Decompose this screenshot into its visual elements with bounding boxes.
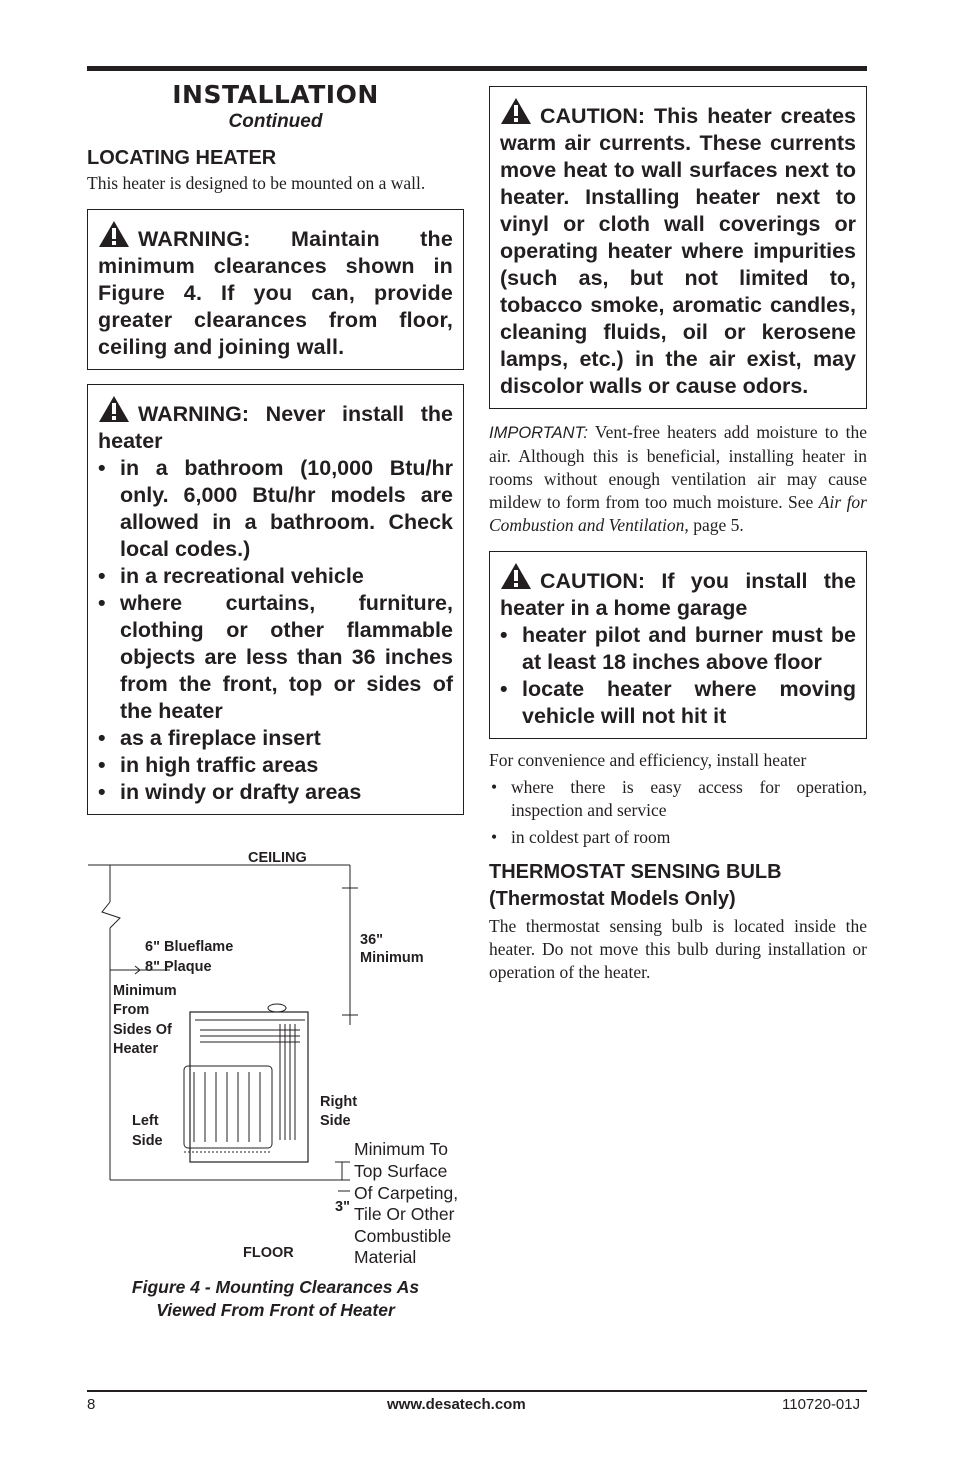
bottom-clearance-label: 3" — [335, 1199, 350, 1215]
list-item: • as a fireplace insert — [98, 725, 453, 752]
warning1-text: WARNING: Maintain the minimum clearances shown in Figure 4. If you can, provide greater clearances from floor, ceiling and joining wall. — [98, 227, 453, 359]
section-title: INSTALLATION — [172, 80, 379, 109]
page-number: 8 — [87, 1396, 96, 1413]
thermostat-heading-2: (Thermostat Models Only) — [489, 888, 736, 910]
important-paragraph — [489, 421, 867, 537]
side-note-3: Sides Of — [113, 1022, 172, 1038]
caution2-intro: CAUTION: If you install the heater in a home garage — [500, 569, 856, 620]
caution-box-garage — [489, 551, 867, 739]
thermostat-text: The thermostat sensing bulb is located inside the heater. Do not move this bulb during installation or operation of the heater. — [489, 916, 867, 982]
locating-text: This heater is designed to be mounted on a wall. — [87, 173, 426, 193]
list-item: • in a recreational vehicle — [98, 563, 453, 590]
list-item: • in high traffic areas — [98, 752, 453, 779]
side-note-1: Minimum — [113, 983, 177, 999]
bottom-note-1: Minimum To — [354, 1139, 449, 1159]
figure-caption-line-1: Figure 4 - Mounting Clearances As — [131, 1277, 420, 1297]
important-text: Vent-free heaters add moisture to the air. Although this is beneficial, installing heater in rooms without enough ventilation air may cause mildew to form from too much moisture. See — [489, 422, 867, 512]
left-column — [87, 80, 464, 815]
bottom-note-5: Combustible — [354, 1226, 452, 1246]
side-clearance-label-2: 8" Plaque — [145, 959, 212, 975]
warning-triangle-icon — [500, 562, 532, 590]
list-item: • heater pilot and burner must be at least 18 inches above floor — [500, 622, 856, 676]
right-side-label-1: Right — [320, 1094, 358, 1110]
list-item: • in windy or drafty areas — [98, 779, 453, 806]
important-ref: Air for Combustion and Ventilation, — [489, 492, 867, 535]
warning-box-clearances — [87, 209, 464, 370]
list-item: • in a bathroom (10,000 Btu/hr only. 6,000 Btu/hr models are allowed in a bathroom. Check local codes.) — [98, 455, 453, 563]
side-note-2: From — [113, 1002, 150, 1018]
warning2-list — [98, 455, 453, 806]
important-tail: page 5. — [688, 515, 744, 535]
left-side-label-1: Left — [132, 1113, 159, 1129]
right-column — [489, 86, 867, 984]
important-label: IMPORTANT: — [489, 424, 588, 442]
locating-heading: LOCATING HEATER — [87, 147, 277, 169]
bottom-note-6: Material — [354, 1247, 417, 1267]
floor-label: FLOOR — [243, 1245, 294, 1261]
side-clearance-label-1: 6" Blueflame — [145, 939, 234, 955]
convenience-text: For convenience and efficiency, install heater — [489, 750, 807, 770]
figure-caption-line-2: Viewed From Front of Heater — [156, 1300, 395, 1320]
top-clearance-label-2: Minimum — [360, 950, 424, 966]
caution-box-air-currents — [489, 86, 867, 409]
website-link[interactable]: www.desatech.com — [387, 1396, 526, 1413]
list-item: • where there is easy access for operation, inspection and service — [489, 776, 867, 822]
doc-number: 110720-01J — [782, 1396, 861, 1413]
footer-rule — [87, 1390, 867, 1392]
warning-triangle-icon — [98, 395, 130, 423]
warning-triangle-icon — [500, 97, 532, 125]
section-subtitle: Continued — [228, 111, 323, 132]
ceiling-label: CEILING — [248, 850, 307, 866]
left-side-label-2: Side — [132, 1133, 163, 1149]
caution1-text: CAUTION: This heater creates warm air currents. These currents move heat to wall surfaces next to heater. Installing heater next to vinyl or cloth wall coverings or operating heater where impurities (such as, but not limited to, tobacco smoke, aromatic candles, cleaning fluids, oil or kerosene lamps, etc.) in the air exist, may discolor walls or cause odors. — [500, 104, 856, 398]
bottom-note-2: Top Surface — [354, 1161, 448, 1181]
list-item: • where curtains, furniture, clothing or other flammable objects are less than 36 inches from the front, top or sides of the heater — [98, 590, 453, 725]
convenience-list — [489, 776, 867, 849]
right-side-label-2: Side — [320, 1113, 351, 1129]
list-item: • locate heater where moving vehicle will not hit it — [500, 676, 856, 730]
thermostat-heading-1: THERMOSTAT SENSING BULB — [489, 861, 782, 883]
top-rule — [87, 66, 867, 71]
warning-triangle-icon — [98, 220, 130, 248]
top-clearance-label-1: 36" — [360, 932, 384, 948]
warning2-intro: WARNING: Never install the heater — [98, 402, 453, 453]
warning-box-never-install — [87, 384, 464, 815]
bottom-note-4: Tile Or Other — [354, 1204, 455, 1224]
figure-caption — [87, 1276, 464, 1322]
side-note-4: Heater — [113, 1041, 159, 1057]
caution2-list — [500, 622, 856, 730]
bottom-note-3: Of Carpeting, — [354, 1183, 459, 1203]
list-item: • in coldest part of room — [489, 826, 867, 849]
